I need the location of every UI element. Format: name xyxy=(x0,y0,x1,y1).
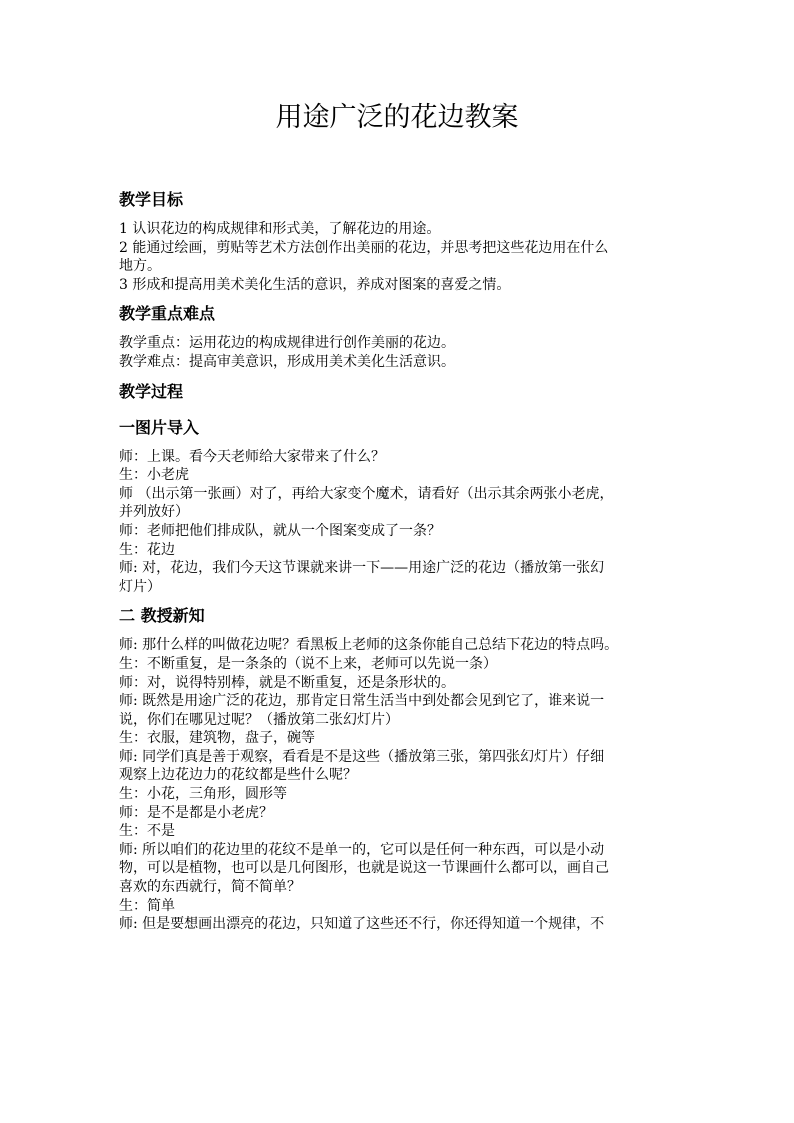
paragraph-line: 生：小老虎 xyxy=(119,467,189,484)
section-heading: 教学目标 xyxy=(119,190,184,209)
paragraph-line: 生：花边 xyxy=(119,541,175,558)
paragraph-line: 师: 那什么样的叫做花边呢？看黑板上老师的这条你能自己总结下花边的特点吗。 xyxy=(119,637,619,654)
paragraph-line: 师：老师把他们排成队，就从一个图案变成了一条？ xyxy=(119,522,441,539)
section-heading: 一图片导入 xyxy=(119,417,200,437)
paragraph-line: 教学难点：提高审美意识，形成用美术美化生活意识。 xyxy=(119,353,455,370)
paragraph-line: 教学重点：运用花边的构成规律进行创作美丽的花边。 xyxy=(119,335,455,352)
paragraph-line: 师 （出示第一张画）对了，再给大家变个魔术，请看好（出示其余两张小老虎， xyxy=(119,485,614,502)
paragraph-line: 物，可以是植物，也可以是几何图形，也就是说这一节课画什么都可以，画自己 xyxy=(119,860,609,877)
paragraph-line: 师: 既然是用途广泛的花边，那肯定日常生活当中到处都会见到它了，谁来说一 xyxy=(119,693,605,710)
paragraph-line: 生：简单 xyxy=(119,897,175,914)
paragraph-line: 生：不断重复，是一条条的（说不上来，老师可以先说一条） xyxy=(119,655,497,672)
paragraph-line: 师: 同学们真是善于观察，看看是不是这些（播放第三张，第四张幻灯片）仔细 xyxy=(119,748,605,765)
paragraph-line: 师: 所以咱们的花边里的花纹不是单一的，它可以是任何一种东西，可以是小动 xyxy=(119,841,605,858)
document-body xyxy=(119,188,681,934)
paragraph-line: 生：小花，三角形，圆形等 xyxy=(119,786,287,803)
paragraph-line: 说，你们在哪见过呢？（播放第二张幻灯片） xyxy=(119,711,399,728)
paragraph-line: 地方。 xyxy=(119,258,161,275)
section-teaching-goals xyxy=(119,188,681,294)
paragraph-line: 师：是不是都是小老虎？ xyxy=(119,804,273,821)
paragraph-line: 生：不是 xyxy=(119,823,175,840)
section-heading: 教学过程 xyxy=(119,381,184,401)
paragraph-line: 喜欢的东西就行，简不简单？ xyxy=(119,879,301,896)
section-teaching-process xyxy=(119,380,681,404)
section-new-knowledge xyxy=(119,604,681,934)
paragraph-line: 灯片） xyxy=(119,578,161,595)
paragraph-line: 师: 但是要想画出漂亮的花边，只知道了这些还不行，你还得知道一个规律，不 xyxy=(119,916,605,933)
paragraph-line: 3 形成和提高用美术美化生活的意识，养成对图案的喜爱之情。 xyxy=(119,276,511,293)
section-picture-intro xyxy=(119,416,681,597)
section-heading: 二 教授新知 xyxy=(119,606,205,626)
paragraph-line: 观察上边花边力的花纹都是些什么呢？ xyxy=(119,767,357,784)
paragraph-line: 1 认识花边的构成规律和形式美，了解花边的用途。 xyxy=(119,221,441,237)
paragraph-line: 师: 对，花边，我们今天这节课就来讲一下——用途广泛的花边（播放第一张幻 xyxy=(119,560,605,577)
paragraph-line: 并列放好） xyxy=(119,504,189,521)
paragraph-line: 2 能通过绘画，剪贴等艺术方法创作出美丽的花边，并思考把这些花边用在什么 xyxy=(119,239,609,256)
paragraph-line: 师：上课。看今天老师给大家带来了什么？ xyxy=(119,448,385,465)
document-title: 用途广泛的花边教案 xyxy=(275,102,519,133)
section-key-points xyxy=(119,302,681,371)
paragraph-line: 师：对，说得特别棒，就是不断重复，还是条形状的。 xyxy=(119,674,455,691)
paragraph-line: 生：衣服，建筑物，盘子，碗等 xyxy=(119,730,315,747)
section-heading: 教学重点难点 xyxy=(119,304,216,324)
